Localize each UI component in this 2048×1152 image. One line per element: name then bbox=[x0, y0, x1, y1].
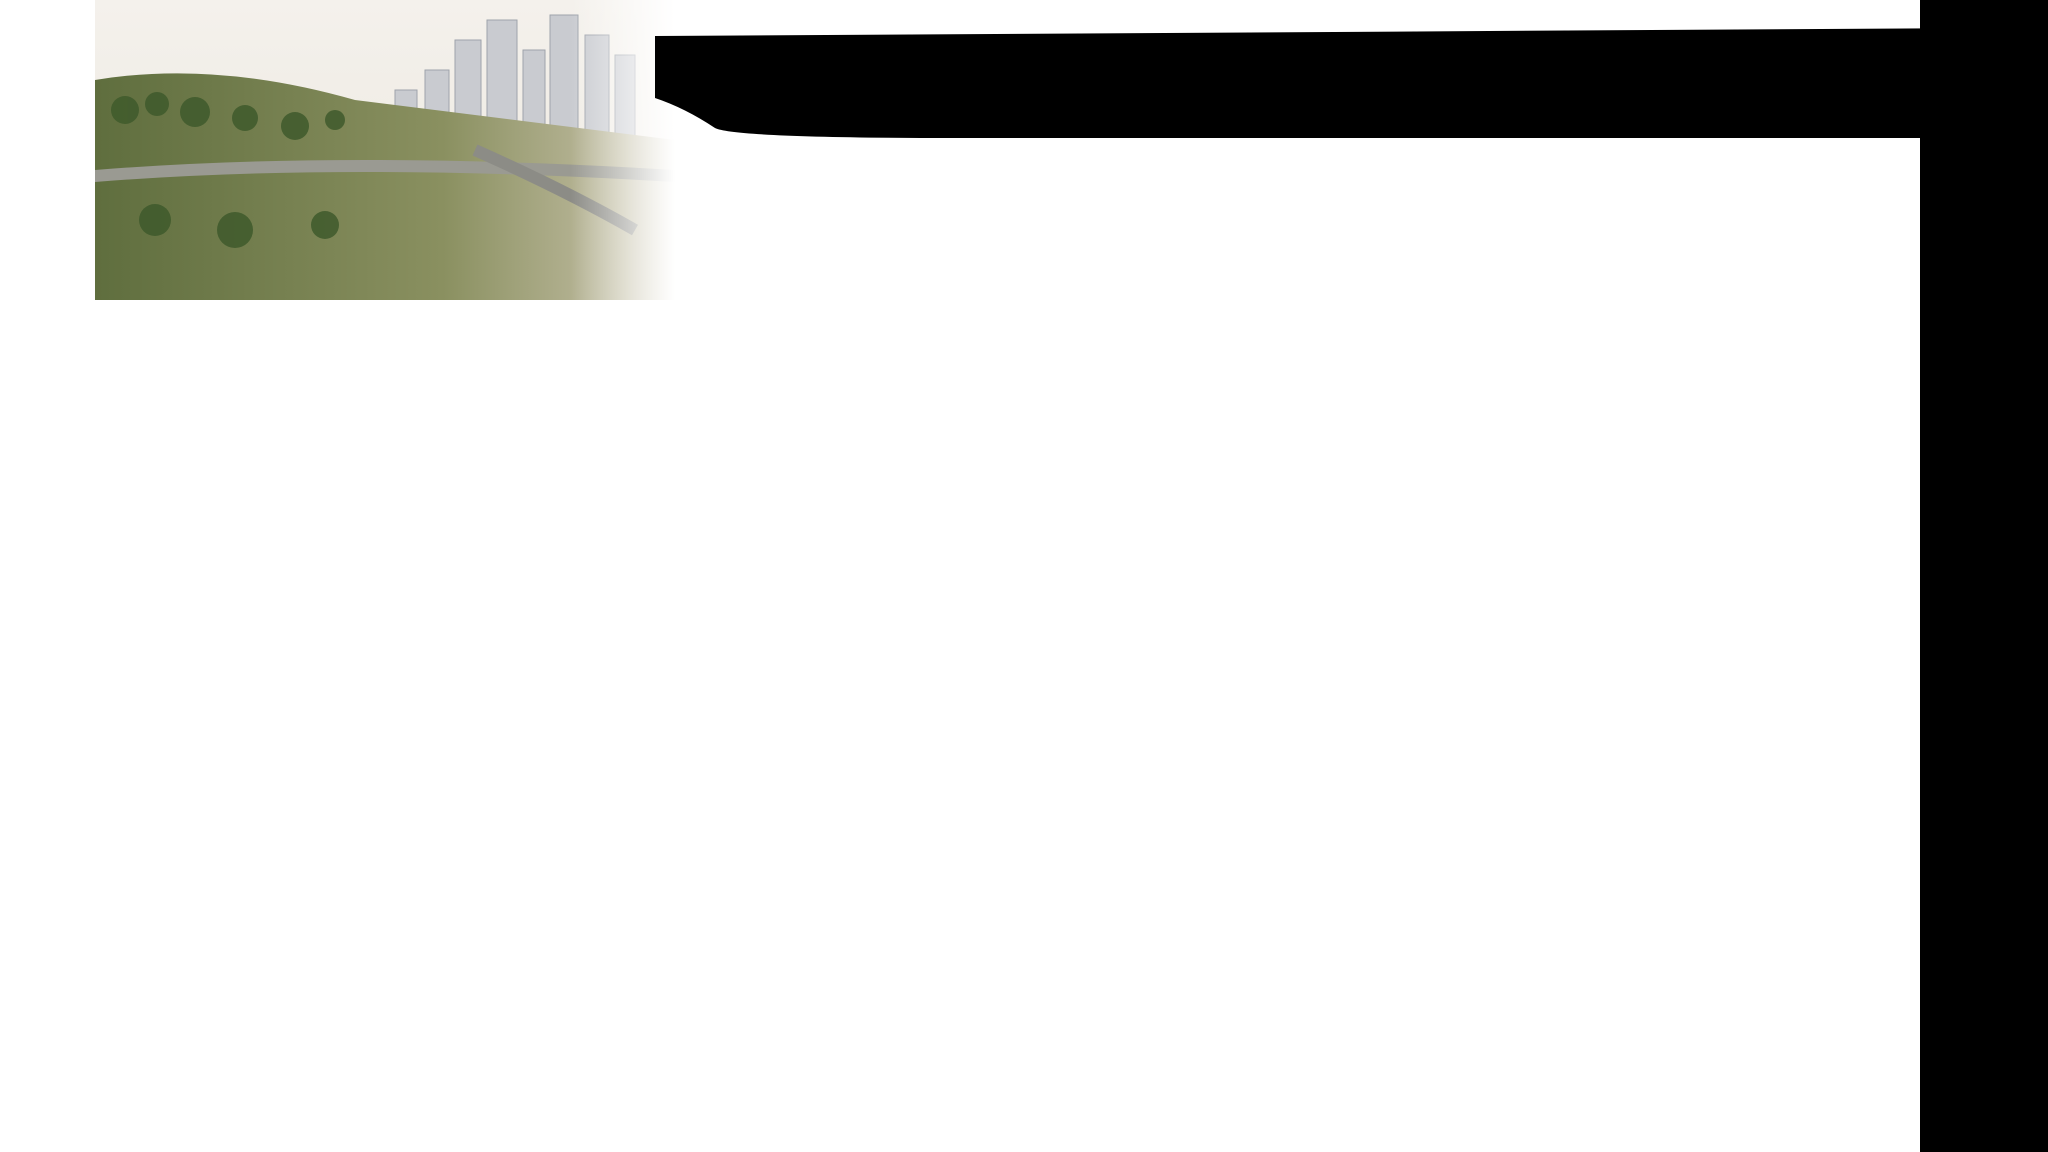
page-number bbox=[1870, 1084, 1900, 1114]
